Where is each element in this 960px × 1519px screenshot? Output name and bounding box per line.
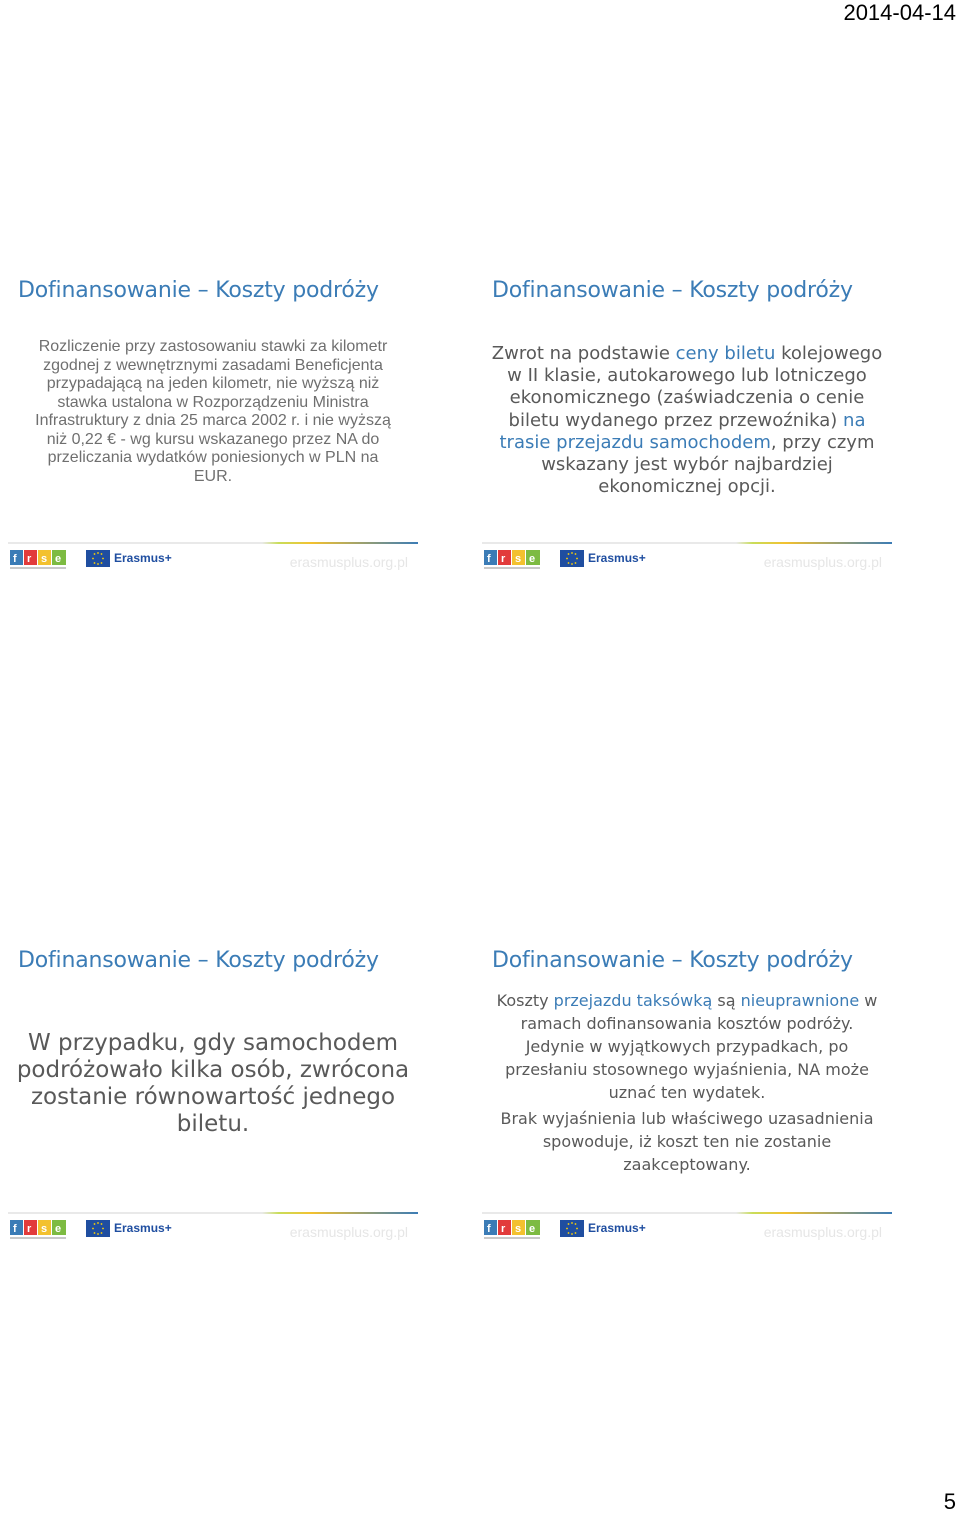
svg-text:s: s [41,1223,48,1235]
slide-footer [8,1212,418,1242]
frse-logo [484,550,542,572]
svg-text:e: e [529,553,536,565]
highlighted-text: nieuprawnione [740,991,860,1010]
svg-text:e: e [55,553,62,565]
body-text: kolejowego w II klasie, autokarowego lub lotniczego ekonomicznego (zaświadczenia o cenie biletu wydanego przez przewoźnika) [507,343,883,431]
footer-divider [8,542,418,544]
svg-text:f: f [13,1223,17,1235]
footer-url: erasmusplus.org.pl [763,554,882,570]
frse-logo [10,1220,68,1242]
eu-flag-icon [86,1220,110,1237]
body-text: Zwrot na podstawie [491,343,676,364]
slide-footer [8,542,418,572]
svg-text:s: s [515,553,522,565]
footer-url: erasmusplus.org.pl [289,1224,408,1240]
slide-body [8,1030,418,1138]
footer-url: erasmusplus.org.pl [289,554,408,570]
eu-flag-icon [86,550,110,567]
svg-text:s: s [515,1223,522,1235]
slide-4 [482,938,892,1238]
erasmus-plus-logo: Erasmus+ [588,1221,646,1235]
svg-text:e: e [529,1223,536,1235]
footer-divider [8,1212,418,1214]
slide-body [8,338,418,486]
slide-paragraph [494,1107,880,1176]
erasmus-plus-logo: Erasmus+ [114,1221,172,1235]
svg-text:r: r [501,1223,506,1235]
slide-paragraph [28,338,398,486]
eu-flag-icon [560,550,584,567]
slide-title: Dofinansowanie – Koszty podróży [492,278,853,303]
highlighted-text: przejazdu taksówką [553,991,713,1010]
page-number: 5 [943,1489,956,1514]
svg-text:r: r [27,1223,32,1235]
erasmus-plus-logo: Erasmus+ [114,551,172,565]
slide-3 [8,938,418,1238]
svg-text:r: r [27,553,32,565]
slide-title: Dofinansowanie – Koszty podróży [18,948,379,973]
body-text: w ramach dofinansowania kosztów podróży. Jedynie w wyjątkowych przypadkach, po przesłaniu stosownego wyjaśnienia, NA może uznać ten wydatek. [505,991,878,1102]
eu-flag-icon [560,1220,584,1237]
footer-url: erasmusplus.org.pl [763,1224,882,1240]
svg-text:f: f [13,553,17,565]
body-text: są [712,991,741,1010]
frse-logo [10,550,68,572]
highlighted-text: na trasie przejazdu samochodem [499,409,866,453]
body-text: Koszty [496,991,554,1010]
slide-body [482,989,892,1179]
slide-footer [482,542,892,572]
svg-text:e: e [55,1223,62,1235]
body-text: Brak wyjaśnienia lub właściwego uzasadnienia spowoduje, iż koszt ten nie zostanie zaakceptowany. [500,1109,874,1174]
footer-divider [482,542,892,544]
slide-paragraph [14,1030,412,1138]
slide-body [482,343,892,498]
svg-text:s: s [41,553,48,565]
footer-divider [482,1212,892,1214]
slide-title: Dofinansowanie – Koszty podróży [18,278,379,303]
body-text: , przy czym wskazany jest wybór najbardziej ekonomicznej opcji. [541,431,875,498]
body-text: W przypadku, gdy samochodem podróżowało kilka osób, zwrócona zostanie równowartość jednego biletu. [16,1030,410,1137]
svg-text:f: f [487,1223,491,1235]
slide-1 [8,268,418,568]
highlighted-text: ceny biletu [675,343,776,364]
slide-paragraph [482,343,892,498]
slide-paragraph [494,989,880,1104]
frse-logo [484,1220,542,1242]
document-date: 2014-04-14 [843,0,956,25]
slide-2 [482,268,892,568]
slide-title: Dofinansowanie – Koszty podróży [492,948,853,973]
svg-text:f: f [487,553,491,565]
svg-text:r: r [501,553,506,565]
slide-footer [482,1212,892,1242]
erasmus-plus-logo: Erasmus+ [588,551,646,565]
body-text: Rozliczenie przy zastosowaniu stawki za kilometr zgodnej z wewnętrznymi zasadami Beneficjenta przypadającą na jeden kilometr, nie wyższą niż stawka ustalona w Rozporządzeniu Ministra Infrastruktury z dnia 25 marca 2002 r. i nie wyższą niż 0,22 € - wg kursu wskazanego przez NA do przeliczania wydatków poniesionych w PLN na EUR. [35,338,391,485]
